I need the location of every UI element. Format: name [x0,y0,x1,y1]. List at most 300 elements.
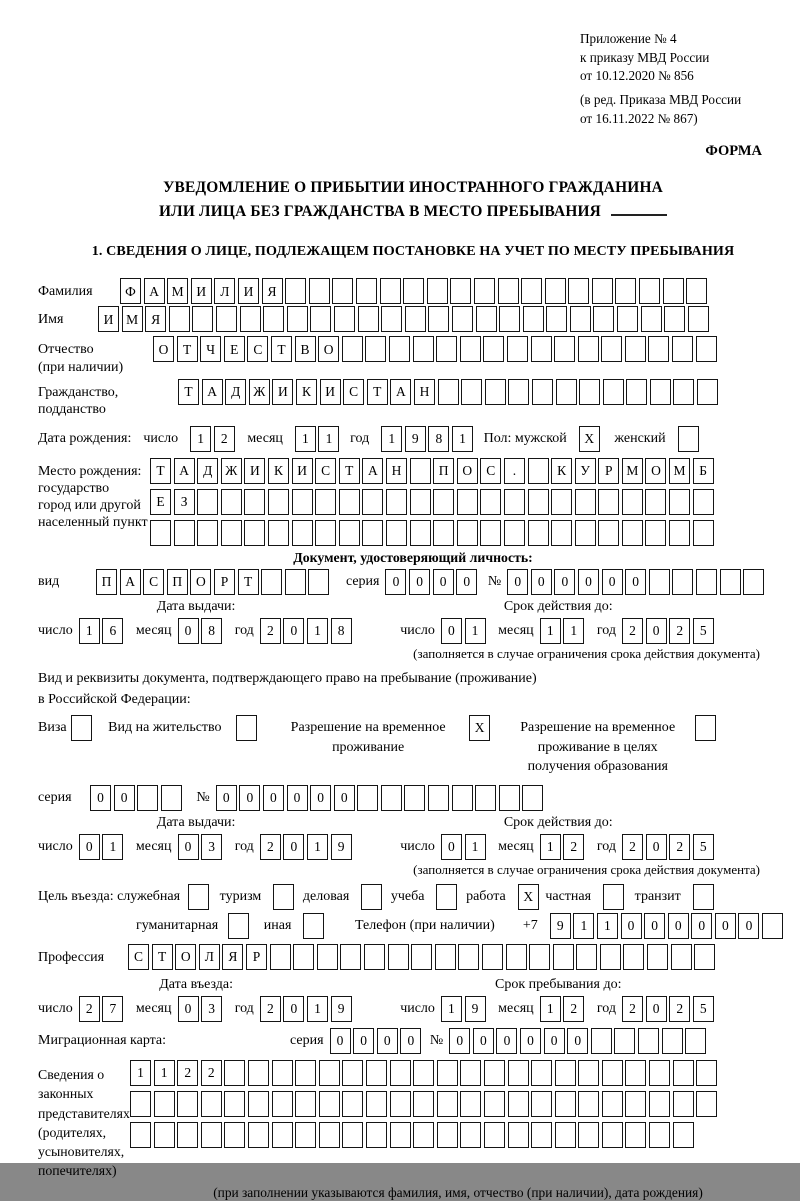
birthplace-row2-cell[interactable] [480,489,501,515]
mc-number-cell[interactable]: 0 [520,1028,541,1054]
res-number-cell[interactable] [428,785,449,811]
citizenship-cell[interactable]: А [202,379,223,405]
res-number-cell[interactable] [357,785,378,811]
doc-issue-year-cell[interactable]: 0 [283,618,304,644]
patronymic-cell[interactable] [413,336,434,362]
birthplace-row2-cell[interactable] [622,489,643,515]
guardians-row3-cell[interactable] [224,1122,245,1148]
guardians-row2-cell[interactable] [130,1091,151,1117]
res-number-cell[interactable]: 0 [239,785,260,811]
patronymic-cell[interactable]: О [153,336,174,362]
birth-month-cell[interactable]: 1 [295,426,316,452]
patronymic-cell[interactable]: Т [271,336,292,362]
doc-valid-day-cell[interactable]: 0 [441,618,462,644]
res-number-cell[interactable]: 0 [334,785,355,811]
patronymic-cell[interactable] [625,336,646,362]
patronymic-cell[interactable] [648,336,669,362]
birthplace-row3-cell[interactable] [386,520,407,546]
name-cell[interactable] [593,306,614,332]
patronymic-cell[interactable]: Ч [200,336,221,362]
guardians-row2-cell[interactable] [555,1091,576,1117]
birthplace-row1-cell[interactable]: Н [386,458,407,484]
birthplace-row1-cell[interactable]: С [480,458,501,484]
birthplace-row3-cell[interactable] [598,520,619,546]
birthplace-row2-cell[interactable] [598,489,619,515]
temp-residence-cell[interactable]: X [469,715,490,741]
res-series-cell[interactable] [137,785,158,811]
res-number-cell[interactable] [404,785,425,811]
stay-year-cell[interactable]: 5 [693,996,714,1022]
purpose-official-cell[interactable] [188,884,209,910]
entry-year-cell[interactable]: 2 [260,996,281,1022]
guardians-row3-cell[interactable] [413,1122,434,1148]
surname-cell[interactable] [521,278,542,304]
birthplace-row1-cell[interactable]: У [575,458,596,484]
birthplace-row3-cell[interactable] [645,520,666,546]
birthplace-row2-cell[interactable] [221,489,242,515]
birthplace-row2-cell[interactable] [268,489,289,515]
birthplace-row2-cell[interactable] [362,489,383,515]
birthplace-row1-cell[interactable]: О [457,458,478,484]
profession-cell[interactable]: Я [222,944,243,970]
purpose-humanitarian-cell[interactable] [228,913,249,939]
mc-number-cell[interactable]: 0 [473,1028,494,1054]
guardians-row3-cell[interactable] [484,1122,505,1148]
patronymic-cell[interactable]: В [295,336,316,362]
surname-cell[interactable] [474,278,495,304]
profession-cell[interactable] [293,944,314,970]
entry-day-cell[interactable]: 7 [102,996,123,1022]
guardians-row3-cell[interactable] [531,1122,552,1148]
citizenship-cell[interactable]: К [296,379,317,405]
res-issue-year-cell[interactable]: 1 [307,834,328,860]
doc-kind-cell[interactable]: П [167,569,188,595]
citizenship-cell[interactable]: Ж [249,379,270,405]
doc-valid-month-cell[interactable]: 1 [563,618,584,644]
birthplace-row2-cell[interactable] [410,489,431,515]
guardians-row2-cell[interactable] [484,1091,505,1117]
res-issue-year-cell[interactable]: 9 [331,834,352,860]
doc-series-cell[interactable]: 0 [456,569,477,595]
surname-cell[interactable] [285,278,306,304]
birthplace-row3-cell[interactable] [268,520,289,546]
birthplace-row1-cell[interactable]: Д [197,458,218,484]
surname-cell[interactable] [498,278,519,304]
stay-month-cell[interactable]: 2 [563,996,584,1022]
citizenship-cell[interactable]: Т [178,379,199,405]
res-issue-day-cell[interactable]: 1 [102,834,123,860]
stay-month-cell[interactable]: 1 [540,996,561,1022]
mc-number-cell[interactable]: 0 [544,1028,565,1054]
res-valid-year-cell[interactable]: 5 [693,834,714,860]
profession-cell[interactable] [576,944,597,970]
doc-number-cell[interactable]: 0 [625,569,646,595]
patronymic-cell[interactable] [696,336,717,362]
res-number-cell[interactable]: 0 [287,785,308,811]
res-number-cell[interactable] [522,785,543,811]
doc-valid-year-cell[interactable]: 2 [669,618,690,644]
mc-series-cell[interactable]: 0 [353,1028,374,1054]
res-valid-day-cell[interactable]: 0 [441,834,462,860]
doc-series-cell[interactable]: 0 [433,569,454,595]
guardians-row3-cell[interactable] [295,1122,316,1148]
citizenship-cell[interactable] [532,379,553,405]
name-cell[interactable] [192,306,213,332]
surname-cell[interactable] [380,278,401,304]
guardians-row2-cell[interactable] [272,1091,293,1117]
profession-cell[interactable] [364,944,385,970]
mc-number-cell[interactable]: 0 [449,1028,470,1054]
mc-number-cell[interactable] [662,1028,683,1054]
birth-year-cell[interactable]: 8 [428,426,449,452]
mc-number-cell[interactable] [685,1028,706,1054]
birthplace-row3-cell[interactable] [339,520,360,546]
mc-series-cell[interactable]: 0 [330,1028,351,1054]
patronymic-cell[interactable] [460,336,481,362]
purpose-transit-cell[interactable] [693,884,714,910]
surname-cell[interactable] [545,278,566,304]
residence-permit-cell[interactable] [236,715,257,741]
guardians-row1-cell[interactable] [649,1060,670,1086]
entry-year-cell[interactable]: 9 [331,996,352,1022]
patronymic-cell[interactable] [365,336,386,362]
birthplace-row1-cell[interactable]: П [433,458,454,484]
citizenship-cell[interactable]: А [390,379,411,405]
birthplace-row3-cell[interactable] [292,520,313,546]
doc-issue-day-cell[interactable]: 6 [102,618,123,644]
guardians-row1-cell[interactable] [555,1060,576,1086]
surname-cell[interactable] [332,278,353,304]
stay-day-cell[interactable]: 1 [441,996,462,1022]
birthplace-row1-cell[interactable]: Т [150,458,171,484]
doc-kind-cell[interactable]: О [190,569,211,595]
doc-issue-month-cell[interactable]: 8 [201,618,222,644]
guardians-row3-cell[interactable] [272,1122,293,1148]
citizenship-cell[interactable] [579,379,600,405]
res-number-cell[interactable]: 0 [216,785,237,811]
surname-cell[interactable]: И [238,278,259,304]
guardians-row1-cell[interactable] [602,1060,623,1086]
guardians-row1-cell[interactable] [295,1060,316,1086]
res-number-cell[interactable] [499,785,520,811]
birthplace-row2-cell[interactable] [244,489,265,515]
res-valid-month-cell[interactable]: 2 [563,834,584,860]
birthplace-row1-cell[interactable]: К [551,458,572,484]
citizenship-cell[interactable] [697,379,718,405]
doc-kind-cell[interactable]: А [120,569,141,595]
guardians-row1-cell[interactable] [366,1060,387,1086]
res-issue-month-cell[interactable]: 3 [201,834,222,860]
res-issue-day-cell[interactable]: 0 [79,834,100,860]
guardians-row1-cell[interactable] [578,1060,599,1086]
birthplace-row3-cell[interactable] [693,520,714,546]
mc-number-cell[interactable] [614,1028,635,1054]
guardians-row1-cell[interactable] [272,1060,293,1086]
phone-cell[interactable]: 0 [738,913,759,939]
res-valid-month-cell[interactable]: 1 [540,834,561,860]
name-cell[interactable] [381,306,402,332]
profession-cell[interactable] [435,944,456,970]
birthplace-row1-cell[interactable]: С [315,458,336,484]
surname-cell[interactable]: И [191,278,212,304]
patronymic-cell[interactable]: Т [177,336,198,362]
birthplace-row3-cell[interactable] [174,520,195,546]
birthplace-row3-cell[interactable] [150,520,171,546]
birthplace-row2-cell[interactable] [339,489,360,515]
surname-cell[interactable] [309,278,330,304]
patronymic-cell[interactable]: С [247,336,268,362]
doc-issue-year-cell[interactable]: 8 [331,618,352,644]
profession-cell[interactable]: Л [199,944,220,970]
guardians-row2-cell[interactable] [531,1091,552,1117]
mc-number-cell[interactable] [638,1028,659,1054]
mc-number-cell[interactable]: 0 [567,1028,588,1054]
doc-kind-cell[interactable]: Р [214,569,235,595]
birth-year-cell[interactable]: 1 [452,426,473,452]
entry-year-cell[interactable]: 0 [283,996,304,1022]
birth-day-cell[interactable]: 2 [214,426,235,452]
birthplace-row1-cell[interactable] [410,458,431,484]
birthplace-row3-cell[interactable] [575,520,596,546]
guardians-row2-cell[interactable] [319,1091,340,1117]
res-valid-year-cell[interactable]: 2 [622,834,643,860]
name-cell[interactable] [523,306,544,332]
name-cell[interactable]: Я [145,306,166,332]
guardians-row2-cell[interactable] [295,1091,316,1117]
doc-valid-month-cell[interactable]: 1 [540,618,561,644]
name-cell[interactable] [641,306,662,332]
birthplace-row1-cell[interactable]: А [174,458,195,484]
profession-cell[interactable]: О [175,944,196,970]
phone-cell[interactable]: 0 [691,913,712,939]
doc-number-cell[interactable]: 0 [602,569,623,595]
guardians-row1-cell[interactable] [224,1060,245,1086]
guardians-row3-cell[interactable] [508,1122,529,1148]
purpose-tourism-cell[interactable] [273,884,294,910]
name-cell[interactable] [287,306,308,332]
sex-male-cell[interactable]: X [579,426,600,452]
guardians-row2-cell[interactable] [201,1091,222,1117]
mc-number-cell[interactable]: 0 [496,1028,517,1054]
doc-valid-year-cell[interactable]: 2 [622,618,643,644]
guardians-row1-cell[interactable]: 2 [177,1060,198,1086]
citizenship-cell[interactable]: И [272,379,293,405]
profession-cell[interactable] [388,944,409,970]
guardians-row2-cell[interactable] [673,1091,694,1117]
res-number-cell[interactable] [381,785,402,811]
citizenship-cell[interactable] [438,379,459,405]
name-cell[interactable] [499,306,520,332]
patronymic-cell[interactable] [436,336,457,362]
phone-cell[interactable]: 1 [597,913,618,939]
birthplace-row1-cell[interactable]: М [622,458,643,484]
entry-month-cell[interactable]: 0 [178,996,199,1022]
guardians-row3-cell[interactable] [437,1122,458,1148]
doc-number-cell[interactable] [743,569,764,595]
name-cell[interactable]: М [122,306,143,332]
guardians-row1-cell[interactable] [390,1060,411,1086]
guardians-row2-cell[interactable] [154,1091,175,1117]
name-cell[interactable] [546,306,567,332]
name-cell[interactable] [334,306,355,332]
guardians-row1-cell[interactable] [319,1060,340,1086]
birthplace-row2-cell[interactable] [645,489,666,515]
profession-cell[interactable] [671,944,692,970]
birthplace-row3-cell[interactable] [244,520,265,546]
birthplace-row2-cell[interactable] [669,489,690,515]
guardians-row3-cell[interactable] [319,1122,340,1148]
surname-cell[interactable]: М [167,278,188,304]
guardians-row3-cell[interactable] [154,1122,175,1148]
citizenship-cell[interactable] [603,379,624,405]
name-cell[interactable] [664,306,685,332]
guardians-row1-cell[interactable] [696,1060,717,1086]
res-valid-year-cell[interactable]: 2 [669,834,690,860]
birthplace-row3-cell[interactable] [480,520,501,546]
birthplace-row3-cell[interactable] [433,520,454,546]
doc-issue-year-cell[interactable]: 2 [260,618,281,644]
guardians-row1-cell[interactable] [531,1060,552,1086]
profession-cell[interactable]: Т [152,944,173,970]
doc-kind-cell[interactable]: Т [238,569,259,595]
birthplace-row2-cell[interactable] [457,489,478,515]
visa-cell[interactable] [71,715,92,741]
birthplace-row3-cell[interactable] [362,520,383,546]
entry-day-cell[interactable]: 2 [79,996,100,1022]
birth-month-cell[interactable]: 1 [318,426,339,452]
patronymic-cell[interactable] [554,336,575,362]
guardians-row2-cell[interactable] [602,1091,623,1117]
birthplace-row1-cell[interactable]: Ж [221,458,242,484]
patronymic-cell[interactable] [601,336,622,362]
entry-year-cell[interactable]: 1 [307,996,328,1022]
doc-kind-cell[interactable] [285,569,306,595]
name-cell[interactable] [428,306,449,332]
doc-kind-cell[interactable] [261,569,282,595]
guardians-row2-cell[interactable] [413,1091,434,1117]
name-cell[interactable] [452,306,473,332]
res-number-cell[interactable] [475,785,496,811]
doc-series-cell[interactable]: 0 [385,569,406,595]
name-cell[interactable] [405,306,426,332]
birthplace-row2-cell[interactable] [292,489,313,515]
guardians-row2-cell[interactable] [366,1091,387,1117]
citizenship-cell[interactable] [673,379,694,405]
guardians-row2-cell[interactable] [696,1091,717,1117]
res-issue-year-cell[interactable]: 2 [260,834,281,860]
birthplace-row1-cell[interactable]: Т [339,458,360,484]
purpose-work-cell[interactable]: X [518,884,539,910]
doc-kind-cell[interactable]: С [143,569,164,595]
profession-cell[interactable] [458,944,479,970]
birthplace-row2-cell[interactable] [504,489,525,515]
name-cell[interactable] [617,306,638,332]
surname-cell[interactable]: Я [262,278,283,304]
guardians-row2-cell[interactable] [460,1091,481,1117]
citizenship-cell[interactable] [556,379,577,405]
birthplace-row3-cell[interactable] [504,520,525,546]
guardians-row1-cell[interactable] [342,1060,363,1086]
doc-number-cell[interactable]: 0 [554,569,575,595]
phone-cell[interactable]: 9 [550,913,571,939]
guardians-row1-cell[interactable] [673,1060,694,1086]
guardians-row3-cell[interactable] [390,1122,411,1148]
guardians-row1-cell[interactable] [413,1060,434,1086]
surname-cell[interactable] [427,278,448,304]
name-cell[interactable] [216,306,237,332]
surname-cell[interactable] [403,278,424,304]
citizenship-cell[interactable] [626,379,647,405]
doc-valid-year-cell[interactable]: 5 [693,618,714,644]
patronymic-cell[interactable] [672,336,693,362]
mc-series-cell[interactable]: 0 [377,1028,398,1054]
patronymic-cell[interactable] [483,336,504,362]
birthplace-row3-cell[interactable] [622,520,643,546]
guardians-row3-cell[interactable] [625,1122,646,1148]
profession-cell[interactable] [600,944,621,970]
name-cell[interactable] [169,306,190,332]
purpose-study-cell[interactable] [436,884,457,910]
birthplace-row2-cell[interactable] [528,489,549,515]
profession-cell[interactable] [647,944,668,970]
guardians-row1-cell[interactable] [460,1060,481,1086]
doc-number-cell[interactable]: 0 [531,569,552,595]
birthplace-row2-cell[interactable]: Е [150,489,171,515]
guardians-row3-cell[interactable] [673,1122,694,1148]
birthplace-row3-cell[interactable] [528,520,549,546]
stay-year-cell[interactable]: 2 [622,996,643,1022]
guardians-row3-cell[interactable] [342,1122,363,1148]
citizenship-cell[interactable]: Т [367,379,388,405]
guardians-row1-cell[interactable]: 1 [130,1060,151,1086]
guardians-row3-cell[interactable] [177,1122,198,1148]
name-cell[interactable] [240,306,261,332]
guardians-row3-cell[interactable] [555,1122,576,1148]
phone-cell[interactable]: 0 [644,913,665,939]
guardians-row3-cell[interactable] [366,1122,387,1148]
guardians-row3-cell[interactable] [578,1122,599,1148]
guardians-row2-cell[interactable] [177,1091,198,1117]
citizenship-cell[interactable]: И [320,379,341,405]
birthplace-row1-cell[interactable] [528,458,549,484]
guardians-row2-cell[interactable] [390,1091,411,1117]
doc-series-cell[interactable]: 0 [409,569,430,595]
birthplace-row3-cell[interactable] [315,520,336,546]
guardians-row1-cell[interactable] [248,1060,269,1086]
guardians-row3-cell[interactable] [130,1122,151,1148]
citizenship-cell[interactable]: Д [225,379,246,405]
citizenship-cell[interactable]: Н [414,379,435,405]
guardians-row3-cell[interactable] [460,1122,481,1148]
res-number-cell[interactable]: 0 [310,785,331,811]
patronymic-cell[interactable] [507,336,528,362]
patronymic-cell[interactable] [342,336,363,362]
doc-issue-month-cell[interactable]: 0 [178,618,199,644]
citizenship-cell[interactable] [650,379,671,405]
name-cell[interactable] [263,306,284,332]
guardians-row2-cell[interactable] [578,1091,599,1117]
surname-cell[interactable]: А [144,278,165,304]
guardians-row3-cell[interactable] [649,1122,670,1148]
res-valid-year-cell[interactable]: 0 [646,834,667,860]
phone-cell[interactable]: 0 [668,913,689,939]
surname-cell[interactable] [686,278,707,304]
entry-month-cell[interactable]: 3 [201,996,222,1022]
doc-valid-year-cell[interactable]: 0 [646,618,667,644]
guardians-row1-cell[interactable]: 1 [154,1060,175,1086]
patronymic-cell[interactable] [389,336,410,362]
patronymic-cell[interactable]: Е [224,336,245,362]
